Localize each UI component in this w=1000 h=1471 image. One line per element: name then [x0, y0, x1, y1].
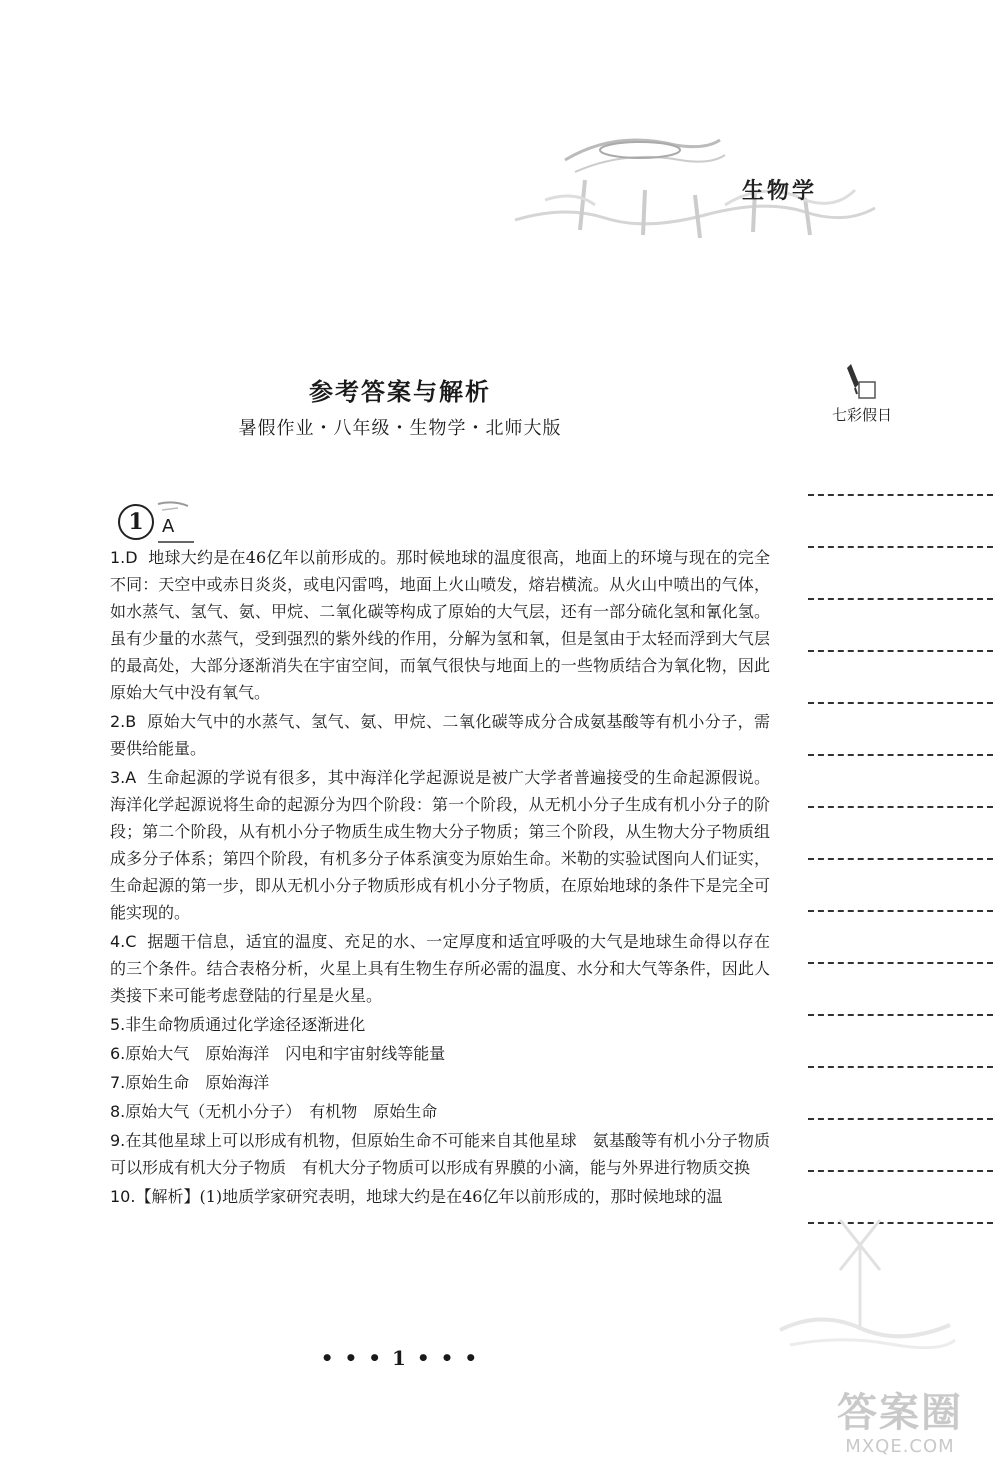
- answer-number: 5.: [110, 1015, 126, 1034]
- site-watermark: [820, 1390, 980, 1457]
- page-subtitle: 暑假作业・八年级・生物学・北师大版: [238, 418, 562, 439]
- note-line: [808, 496, 993, 548]
- answer-number: 4.C: [110, 932, 137, 951]
- note-line: [808, 756, 993, 808]
- answer-number: 2.B: [110, 712, 137, 731]
- answer-number: 8.: [110, 1102, 126, 1121]
- answer-text: 地球大约是在46亿年以前形成的。那时候地球的温度很高，地面上的环境与现在的完全不同：天空中或赤日炎炎，或电闪雷鸣，地面上火山喷发，熔岩横流。从火山中喷出的气体，如水蒸气、氢气、氨、甲烷、二氧化碳等构成了原始的大气层，还有一部分硫化氢和氰化氢。虽有少量的水蒸气，受到强烈的紫外线的作用，分解为氢和氧，但是氢由于太轻而浮到大气层的最高处，大部分逐渐消失在宇宙空间，而氧气很快与地面上的一些物质结合为氧化物，因此原始大气中没有氧气。: [110, 548, 770, 702]
- answer-number: 3.A: [110, 768, 137, 787]
- answer-number: 6.: [110, 1044, 126, 1063]
- answer-item: [110, 1098, 770, 1125]
- answer-list: [110, 544, 770, 1212]
- brand-label: 七彩假日: [832, 406, 893, 424]
- note-line: [808, 548, 993, 600]
- pen-icon: [843, 362, 879, 402]
- section-number: 1: [118, 504, 154, 540]
- note-line: [808, 652, 993, 704]
- answer-text: 原始生命 原始海洋: [125, 1073, 270, 1092]
- answer-item: [110, 544, 770, 706]
- margin-note-lines: [808, 444, 993, 1224]
- watermark-url: MXQE.COM: [845, 1436, 955, 1457]
- page-number: • • • 1 • • •: [320, 1346, 480, 1370]
- page-title: 参考答案与解析: [309, 377, 491, 406]
- answer-text: 据题干信息，适宜的温度、充足的水、一定厚度和适宜呼吸的大气是地球生命得以存在的三个条件。结合表格分析，火星上具有生物生存所必需的温度、水分和大气等条件，因此人类接下来可能考虑登陆的行星是火星。: [110, 932, 770, 1005]
- answer-item: [110, 1183, 770, 1210]
- answer-text: 原始大气 原始海洋 闪电和宇宙射线等能量: [125, 1044, 446, 1063]
- answer-item: [110, 1069, 770, 1096]
- note-line: [808, 600, 993, 652]
- note-line: [808, 964, 993, 1016]
- note-line: [808, 1068, 993, 1120]
- answer-text: 在其他星球上可以形成有机物，但原始生命不可能来自其他星球 氨基酸等有机小分子物质可以形成有机大分子物质 有机大分子物质可以形成有界膜的小滴，能与外界进行物质交换: [110, 1131, 770, 1177]
- watermark-logo-text: 答案圈: [837, 1390, 963, 1436]
- answer-text: 【解析】(1)地质学家研究表明，地球大约是在46亿年以前形成的，那时候地球的温: [135, 1187, 723, 1206]
- answer-number: 1.D: [110, 548, 138, 567]
- footer-sketch-illustration: [760, 1210, 960, 1360]
- answer-item: [110, 1040, 770, 1067]
- answer-item: [110, 764, 770, 926]
- answer-text: 原始大气（无机小分子） 有机物 原始生命: [125, 1102, 438, 1121]
- note-line: [808, 912, 993, 964]
- answer-text: 非生命物质通过化学途径逐渐进化: [125, 1015, 366, 1034]
- note-line: [808, 1016, 993, 1068]
- answer-item: [110, 1127, 770, 1181]
- note-line: [808, 1120, 993, 1172]
- answer-text: 生命起源的学说有很多，其中海洋化学起源说是被广大学者普遍接受的生命起源假说。海洋化学起源说将生命的起源分为四个阶段：第一个阶段，从无机小分子生成有机小分子的阶段；第二个阶段，从有机小分子物质生成生物大分子物质；第三个阶段，从生物大分子物质组成多分子体系；第四个阶段，有机多分子体系演变为原始生命。米勒的实验试图向人们证实，生命起源的第一步，即从无机小分子物质形成有机小分子物质，在原始地球的条件下是完全可能实现的。: [110, 768, 770, 922]
- answer-text: 原始大气中的水蒸气、氢气、氨、甲烷、二氧化碳等成分合成氨基酸等有机小分子，需要供给能量。: [110, 712, 770, 758]
- answer-number: 10.: [110, 1187, 136, 1206]
- note-line: [808, 808, 993, 860]
- answer-item: [110, 1011, 770, 1038]
- answer-number: 7.: [110, 1073, 126, 1092]
- answer-number: 9.: [110, 1131, 126, 1150]
- note-line: [808, 704, 993, 756]
- note-line: [808, 444, 993, 496]
- section-label: A: [162, 516, 175, 537]
- answer-item: [110, 928, 770, 1009]
- note-line: [808, 860, 993, 912]
- header-sketch-illustration: [505, 120, 885, 250]
- subject-title: 生物学: [742, 179, 818, 204]
- answer-item: [110, 708, 770, 762]
